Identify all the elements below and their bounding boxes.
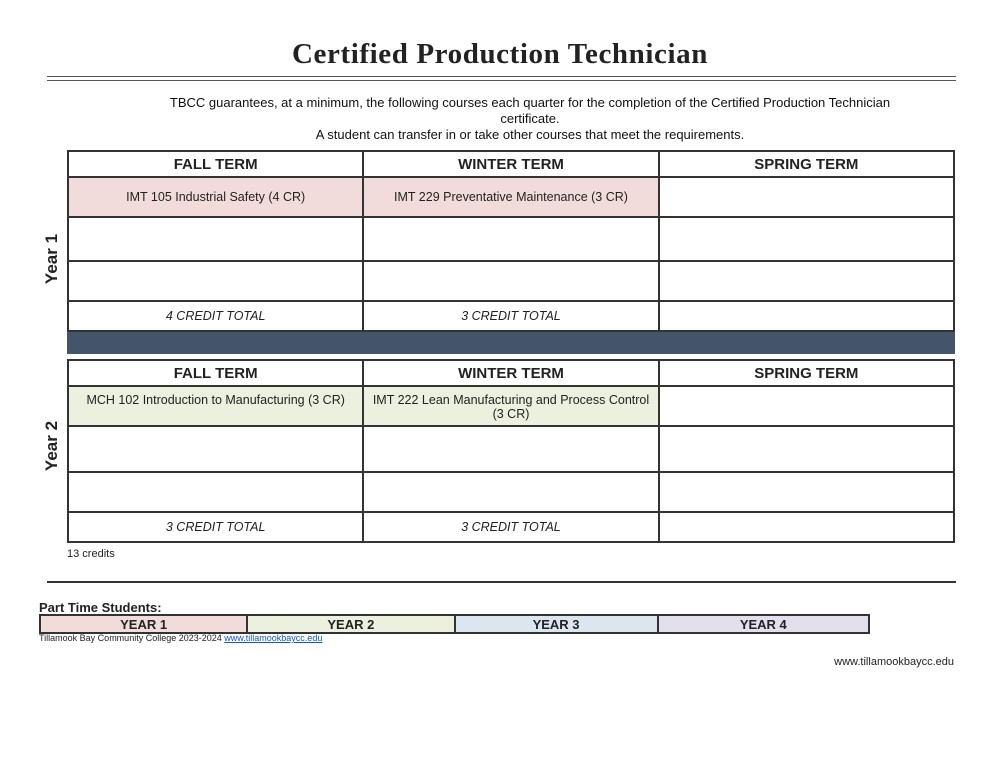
year-2-fall-header: FALL TERM bbox=[68, 360, 363, 386]
year-2-spring-course bbox=[659, 386, 954, 426]
part-time-legend bbox=[39, 614, 870, 634]
year-2-label: Year 2 bbox=[42, 420, 61, 472]
year-2-spring-header: SPRING TERM bbox=[659, 360, 954, 386]
page-title: Certified Production Technician bbox=[291, 38, 709, 70]
year-2-winter-total: 3 CREDIT TOTAL bbox=[363, 512, 658, 542]
section-divider bbox=[47, 581, 956, 583]
year-separator-band bbox=[67, 332, 955, 354]
year-1-fall-course: IMT 105 Industrial Safety (4 CR) bbox=[68, 177, 363, 217]
year-2-spring-empty-1 bbox=[659, 426, 954, 472]
year-2-winter-header: WINTER TERM bbox=[363, 360, 658, 386]
footer-link[interactable]: www.tillamookbaycc.edu bbox=[224, 633, 323, 643]
year-2-fall-total: 3 CREDIT TOTAL bbox=[68, 512, 363, 542]
title-rule-top bbox=[47, 76, 956, 77]
part-time-year-3: YEAR 3 bbox=[455, 615, 658, 633]
year-1-fall-empty-1 bbox=[68, 217, 363, 261]
year-1-winter-course: IMT 229 Preventative Maintenance (3 CR) bbox=[363, 177, 658, 217]
credits-note: 13 credits bbox=[67, 548, 115, 560]
part-time-year-4: YEAR 4 bbox=[658, 615, 869, 633]
year-2-winter-course: IMT 222 Lean Manufacturing and Process Control (3 CR) bbox=[363, 386, 658, 426]
footer bbox=[39, 633, 322, 643]
year-2-spring-total bbox=[659, 512, 954, 542]
year-2-winter-empty-1 bbox=[363, 426, 658, 472]
year-1-fall-total: 4 CREDIT TOTAL bbox=[68, 301, 363, 331]
year-1-winter-empty-2 bbox=[363, 261, 658, 301]
year-2-winter-empty-2 bbox=[363, 472, 658, 512]
part-time-year-2: YEAR 2 bbox=[247, 615, 454, 633]
title-rule-bottom bbox=[47, 80, 956, 81]
intro-line-3: A student can transfer in or take other courses that meet the requirements. bbox=[315, 127, 745, 142]
year-2-schedule bbox=[67, 359, 955, 543]
year-1-spring-total bbox=[659, 301, 954, 331]
year-1-label: Year 1 bbox=[42, 233, 61, 285]
year-1-fall-empty-2 bbox=[68, 261, 363, 301]
intro-line-2: certificate. bbox=[500, 111, 560, 126]
year-1-fall-header: FALL TERM bbox=[68, 151, 363, 177]
year-1-spring-empty-1 bbox=[659, 217, 954, 261]
intro-line-1: TBCC guarantees, at a minimum, the following courses each quarter for the completion of the Certified Production Technician bbox=[169, 95, 891, 110]
year-1-winter-header: WINTER TERM bbox=[363, 151, 658, 177]
year-2-fall-course: MCH 102 Introduction to Manufacturing (3 CR) bbox=[68, 386, 363, 426]
intro-text bbox=[135, 95, 925, 143]
year-1-spring-course bbox=[659, 177, 954, 217]
year-1-winter-total: 3 CREDIT TOTAL bbox=[363, 301, 658, 331]
year-2-fall-empty-1 bbox=[68, 426, 363, 472]
year-2-spring-empty-2 bbox=[659, 472, 954, 512]
footer-text: Tillamook Bay Community College 2023-2024 bbox=[39, 633, 222, 643]
year-1-spring-header: SPRING TERM bbox=[659, 151, 954, 177]
site-url: www.tillamookbaycc.edu bbox=[834, 656, 954, 668]
part-time-title: Part Time Students: bbox=[39, 600, 162, 615]
part-time-year-1: YEAR 1 bbox=[40, 615, 247, 633]
year-1-winter-empty-1 bbox=[363, 217, 658, 261]
year-1-spring-empty-2 bbox=[659, 261, 954, 301]
year-1-schedule bbox=[67, 150, 955, 332]
year-2-fall-empty-2 bbox=[68, 472, 363, 512]
